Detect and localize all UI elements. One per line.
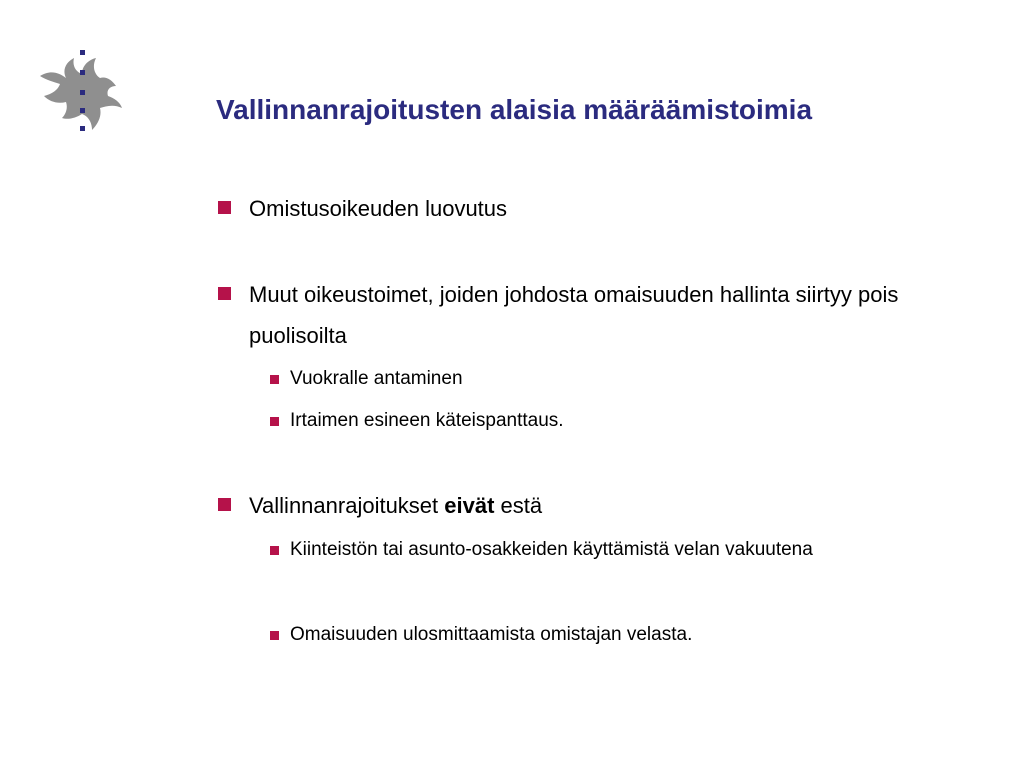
- square-bullet-icon: [218, 498, 231, 511]
- square-bullet-icon: [270, 546, 279, 555]
- sub-bullet-text: Omaisuuden ulosmittaamista omistajan velasta.: [290, 624, 693, 645]
- square-bullet-icon: [218, 287, 231, 300]
- sub-bullet-item: [269, 529, 930, 571]
- bullet-text: Vallinnanrajoitukset: [249, 493, 445, 518]
- sub-bullet-item: [269, 614, 930, 656]
- bullet-item: [216, 485, 994, 526]
- sub-bullet-text: Vuokralle antaminen: [290, 368, 463, 389]
- sub-bullet-item: [269, 358, 930, 400]
- sub-bullet-text: Irtaimen esineen käteispanttaus.: [290, 410, 564, 431]
- sub-bullet-text: Kiinteistön tai asunto-osakkeiden käyttämistä velan vakuutena: [290, 539, 813, 560]
- bullet-text: estä: [494, 493, 543, 518]
- square-bullet-icon: [270, 631, 279, 640]
- slide-title: Vallinnanrajoitusten alaisia määräämistoimia: [216, 94, 813, 125]
- square-bullet-icon: [270, 417, 279, 426]
- bullet-text-bold: eivät: [444, 493, 495, 518]
- square-bullet-icon: [270, 375, 279, 384]
- bullet-item: [216, 188, 994, 229]
- bullet-text: Omistusoikeuden luovutus: [249, 196, 508, 221]
- square-bullet-icon: [218, 201, 231, 214]
- sub-bullet-item: [269, 400, 930, 442]
- bullet-text: Muut oikeustoimet, joiden johdosta omaisuuden hallinta siirtyy pois puolisoilta: [249, 282, 899, 348]
- bullet-item: [216, 274, 994, 356]
- university-flame-logo-icon: [36, 46, 126, 136]
